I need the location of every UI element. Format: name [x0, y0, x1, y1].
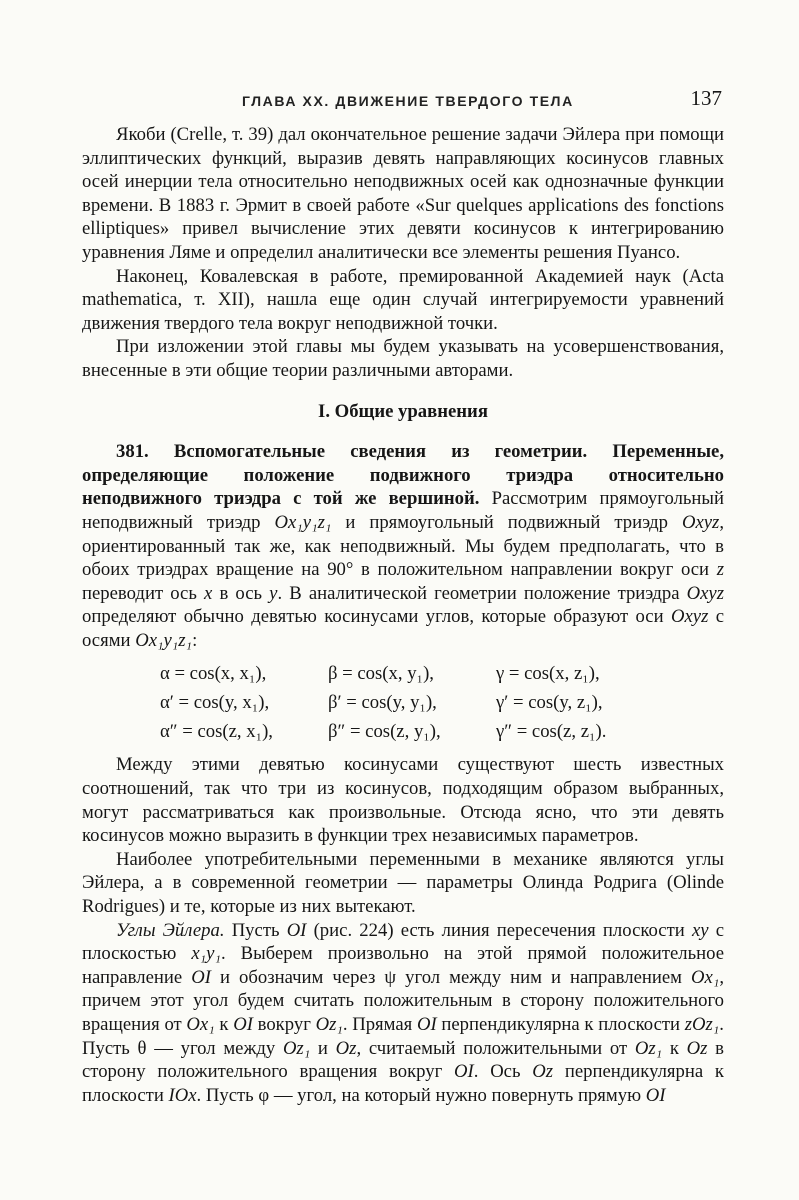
formula-gamma: γ = cos(x, z₁),: [496, 663, 600, 685]
formula-alpha-prime: α′ = cos(y, x₁),: [160, 692, 270, 714]
formula-beta-double-prime: β″ = cos(z, y₁),: [328, 721, 441, 743]
formula-beta: β = cos(x, y₁),: [328, 663, 434, 685]
section-heading: I. Общие уравнения: [318, 400, 488, 422]
formula-alpha-double-prime: α″ = cos(z, x₁),: [160, 721, 273, 743]
page-number: 137: [690, 86, 722, 110]
paragraph-jacobi: Якоби (Crelle, т. 39) дал окончательное решение задачи Эйлера при помощи эллиптических функций, выразив девять направляющих косинусов главных осей инерции тела относительно неподвижных осей как однозначные функции времени. В 1883 г. Эрмит в своей работе «Sur quelques applications des fonctions elliptiques» привел вычисление этих девяти косинусов к интегрированию уравнения Ляме и определил аналитически все элементы решения Пуансо.: [82, 124, 724, 263]
paragraph-euler-rodrigues: Наиболее употребительными переменными в механике являются углы Эйлера, а в современной геометрии — параметры Олинда Родрига (Olinde Rodrigues) и те, которые из них вытекают.: [82, 848, 724, 918]
paragraph-euler-angles: Углы Эйлера. Пусть OI (рис. 224) есть линия пересечения плоскости xy с плоскостью x₁y₁. Выберем произвольно на этой прямой положительное направление OI и обозначим через ψ угол между ним и направлением Ox₁, причем этот угол будем считать положительным в сторону положительного вращения от Ox₁ к OI вокруг Oz₁. Прямая OI перпендикулярна к плоскости zOz₁. Пусть θ — угол между Oz₁ и Oz, считаемый положительными от Oz₁ к Oz в сторону положительного вращения вокруг OI. Ось Oz перпендикулярна к плоскости IOx. Пусть φ — угол, на который нужно повернуть прямую OI: [82, 919, 725, 1106]
formula-row: [160, 717, 724, 746]
formula-row: [160, 659, 724, 688]
paragraph-kovalevskaya: Наконец, Ковалевская в работе, премированной Академией наук (Acta mathematica, т. XII), нашла еще один случай интегрируемости уравнений движения твердого тела вокруг неподвижной точки.: [82, 265, 724, 334]
direction-cosine-formulas: [160, 659, 724, 746]
formula-beta-prime: β′ = cos(y, y₁),: [328, 692, 437, 714]
formula-gamma-double-prime: γ″ = cos(z, z₁).: [496, 721, 607, 743]
article-title: 381. Вспомогательные сведения из геометрии. Переменные, определяющие положение подвижного триэдра относительно неподвижного триэдра с той же вершиной.: [82, 441, 724, 510]
body-text: [82, 123, 724, 1107]
paragraph-chapter-note: При изложении этой главы мы будем указывать на усовершенствования, внесенные в эти общие теории различными авторами.: [82, 336, 724, 381]
euler-angles-lead: Углы Эйлера.: [116, 919, 225, 941]
formula-row: [160, 688, 724, 717]
running-title: ГЛАВА XX. ДВИЖЕНИЕ ТВЕРДОГО ТЕЛА: [242, 93, 574, 109]
formula-gamma-prime: γ′ = cos(y, z₁),: [496, 692, 603, 714]
article-381: 381. Вспомогательные сведения из геометрии. Переменные, определяющие положение подвижного триэдра относительно неподвижного триэдра с той же вершиной. Рассмотрим прямоугольный неподвижный триэдр Ox₁y₁z₁ и прямоугольный подвижный триэдр Oxyz, ориентированный так же, как неподвижный. Мы будем предполагать, что в обоих триэдрах вращение на 90° в положительном направлении вокруг оси z переводит ось x в ось y. В аналитической геометрии положение триэдра Oxyz определяют обычно девятью косинусами углов, которые образуют оси Oxyz с осями Ox₁y₁z₁:: [82, 441, 725, 651]
formula-alpha: α = cos(x, x₁),: [160, 663, 267, 685]
page-header: [82, 86, 722, 116]
paragraph-six-relations: Между этими девятью косинусами существуют шесть известных соотношений, так что три из косинусов, подходящим образом выбранных, могут рассматриваться как произвольные. Отсюда ясно, что эти девять косинусов можно выразить в функции трех независимых параметров.: [82, 754, 724, 847]
